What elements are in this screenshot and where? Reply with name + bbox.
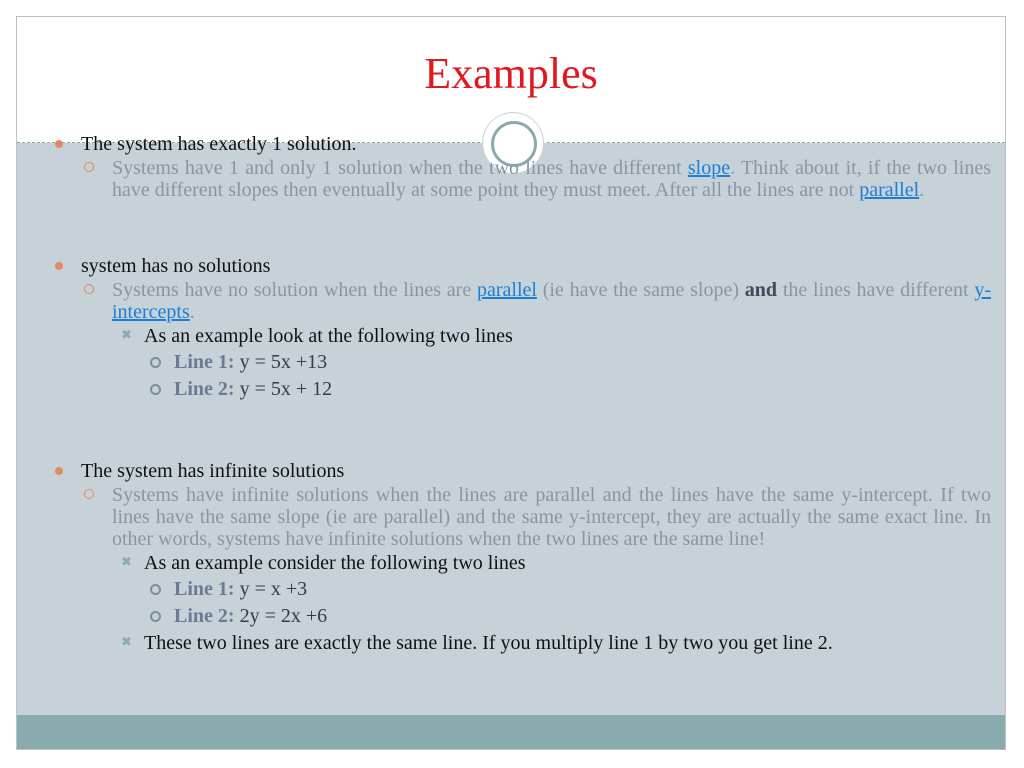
x-mark-icon: ✖ [121, 328, 132, 343]
section-heading-one-solution [47, 131, 991, 157]
ring-dot-icon [150, 611, 161, 622]
spacer [47, 403, 991, 458]
ring-dot-icon [150, 384, 161, 395]
line-equation: y = x +3 [234, 578, 308, 600]
spacer [47, 201, 991, 253]
conclusion-infinite [47, 630, 991, 656]
explanation-infinite-solutions [47, 484, 991, 550]
equation-line-1 [47, 576, 991, 603]
explanation-text: (ie have the same slope) [536, 279, 745, 301]
line-label: Line 2: [174, 605, 235, 627]
filled-dot-icon [55, 140, 63, 148]
heading-text: system has no solutions [81, 255, 271, 277]
equation-line-2 [47, 603, 991, 630]
conclusion-text: These two lines are exactly the same line. If you multiply line 1 by two you get line 2. [144, 632, 833, 654]
explanation-text: Systems have 1 and only 1 solution when the two lines have different [112, 157, 688, 179]
explanation-one-solution [47, 157, 991, 201]
line-label: Line 2: [174, 378, 235, 400]
filled-dot-icon [55, 262, 63, 270]
explanation-text: the lines have different [777, 279, 975, 301]
hollow-circle-icon [84, 284, 94, 294]
line-equation: y = 5x + 12 [234, 378, 333, 400]
section-heading-no-solutions [47, 253, 991, 279]
parallel-link[interactable]: parallel [476, 279, 537, 301]
line-equation: y = 5x +13 [234, 351, 328, 373]
heading-text: The system has exactly 1 solution. [81, 133, 357, 155]
slide-body [47, 131, 991, 656]
explanation-text: . Think about it, if the two lines have different slopes then eventually at some point they must meet. After all the lines are not [112, 157, 991, 201]
example-intro-no-solutions [47, 323, 991, 349]
line-equation: 2y = 2x +6 [234, 605, 328, 627]
heading-text: The system has infinite solutions [81, 460, 345, 482]
explanation-text: Systems have infinite solutions when the lines are parallel and the lines have the same y-intercept. If two lines have the same slope (ie are parallel) and the same y-intercept, they are actually the same exact line. In other words, systems have infinite solutions when the two lines are the same line! [112, 484, 991, 550]
hollow-circle-icon [84, 162, 94, 172]
explanation-text: Systems have no solution when the lines are [112, 279, 477, 301]
emphasis-text: and [744, 279, 778, 301]
example-intro-text: As an example consider the following two lines [144, 552, 526, 574]
ring-dot-icon [150, 584, 161, 595]
hollow-circle-icon [84, 489, 94, 499]
x-mark-icon: ✖ [121, 555, 132, 570]
slide-title: Examples [424, 49, 598, 98]
explanation-no-solutions [47, 279, 991, 323]
x-mark-icon: ✖ [121, 635, 132, 650]
explanation-text: . [189, 301, 195, 323]
footer-band [17, 715, 1005, 749]
explanation-text: . [919, 179, 925, 201]
line-label: Line 1: [174, 351, 235, 373]
y-intercepts-link[interactable]: y-intercepts [112, 279, 991, 323]
equation-line-1 [47, 349, 991, 376]
example-intro-text: As an example look at the following two lines [144, 325, 513, 347]
parallel-link[interactable]: parallel [859, 179, 920, 201]
line-label: Line 1: [174, 578, 235, 600]
equation-line-2 [47, 376, 991, 403]
section-heading-infinite-solutions [47, 458, 991, 484]
ring-dot-icon [150, 357, 161, 368]
slope-link[interactable]: slope [687, 157, 731, 179]
slide [16, 16, 1006, 750]
filled-dot-icon [55, 467, 63, 475]
example-intro-infinite [47, 550, 991, 576]
